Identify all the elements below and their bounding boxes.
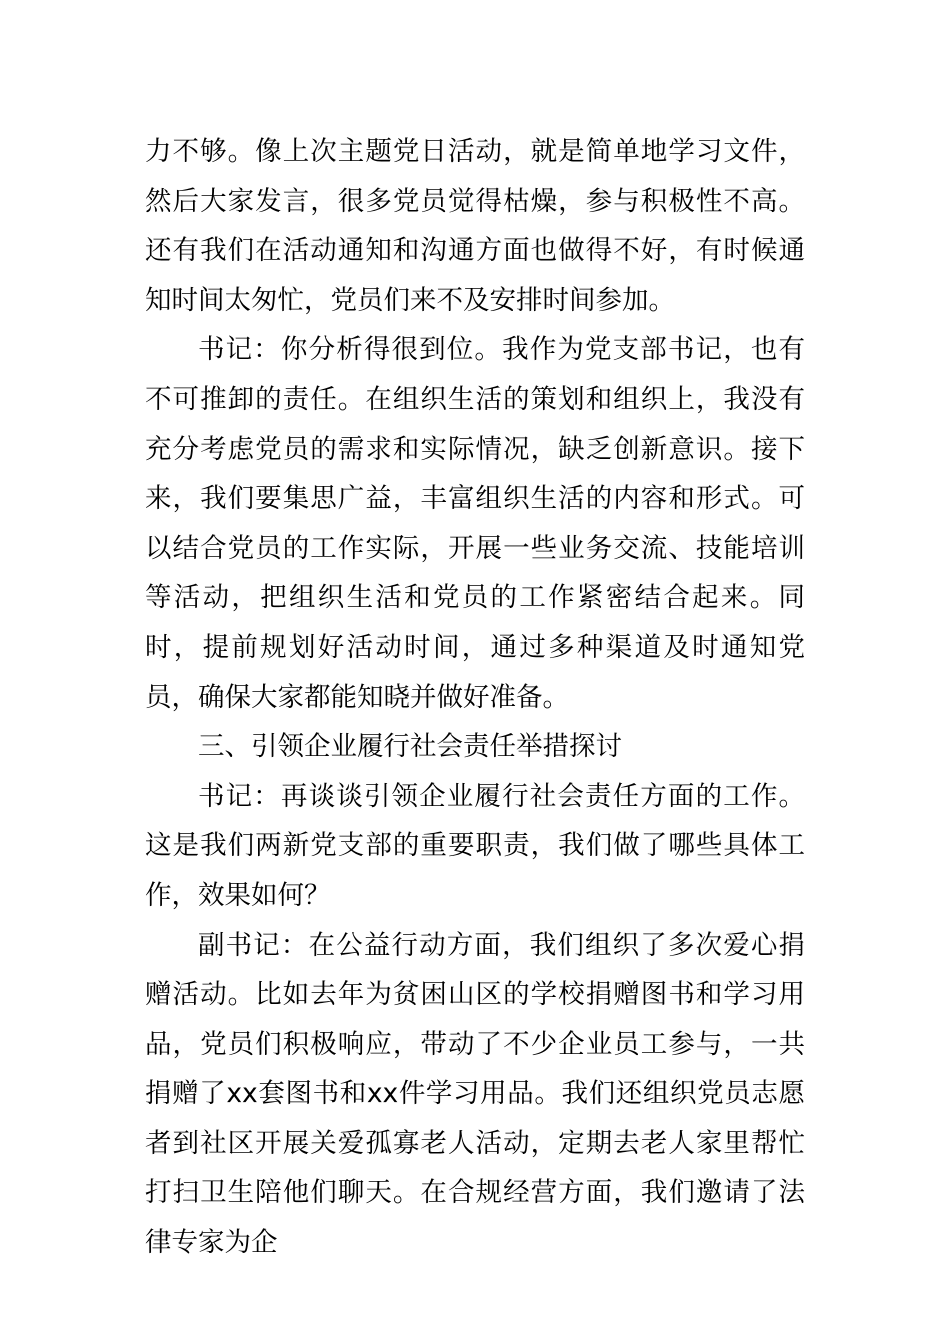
section-heading: 三、引领企业履行社会责任举措探讨 (198, 731, 622, 763)
document-body (145, 127, 805, 1268)
paragraph-1: 力不够。像上次主题党日活动，就是简单地学习文件，然后大家发言，很多党员觉得枯燥，参与积极性不高。还有我们在活动通知和沟通方面也做得不好，有时候通知时间太匆忙，党员们来不及安排时间参加。 (145, 136, 805, 316)
paragraph-4: 副书记：在公益行动方面，我们组织了多次爱心捐赠活动。比如去年为贫困山区的学校捐赠图书和学习用品，党员们积极响应，带动了不少企业员工参与，一共捐赠了xx套图书和xx件学习用品。我们还组织党员志愿者到社区开展关爱孤寡老人活动，定期去老人家里帮忙打扫卫生陪他们聊天。在合规经营方面，我们邀请了法律专家为企 (145, 929, 805, 1259)
paragraph-3: 书记：再谈谈引领企业履行社会责任方面的工作。这是我们两新党支部的重要职责，我们做了哪些具体工作，效果如何？ (145, 780, 805, 911)
paragraph-2: 书记：你分析得很到位。我作为党支部书记，也有不可推卸的责任。在组织生活的策划和组织上，我没有充分考虑党员的需求和实际情况，缺乏创新意识。接下来，我们要集思广益，丰富组织生活的内容和形式。可以结合党员的工作实际，开展一些业务交流、技能培训等活动，把组织生活和党员的工作紧密结合起来。同时，提前规划好活动时间，通过多种渠道及时通知党员，确保大家都能知晓并做好准备。 (145, 334, 805, 713)
